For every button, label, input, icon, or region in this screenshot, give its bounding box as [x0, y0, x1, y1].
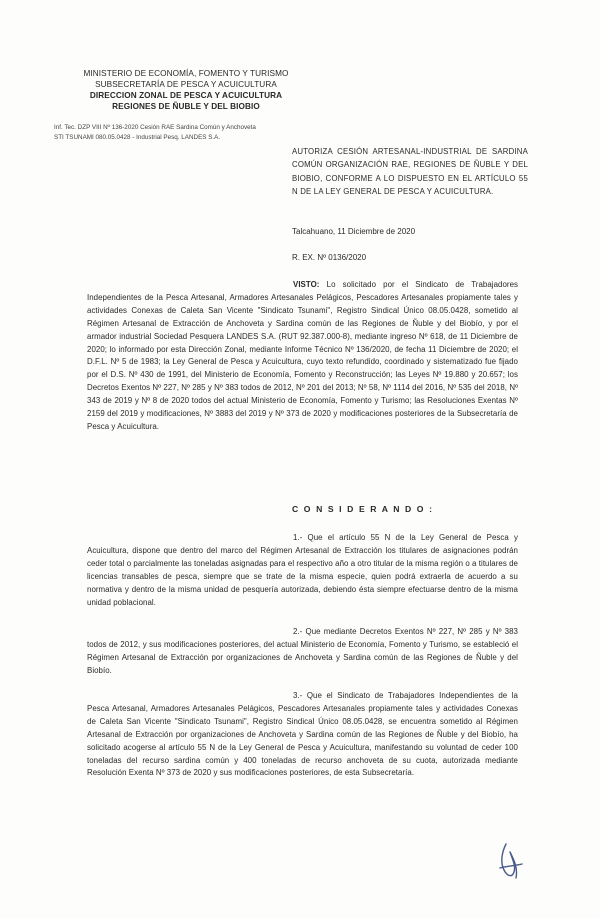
visto-label: VISTO: [293, 280, 320, 289]
considerando-paragraph-2 [87, 626, 518, 678]
considerando-heading: C O N S I D E R A N D O : [292, 504, 434, 514]
considerando-text-2: 2.- Que mediante Decretos Exentos Nº 227, Nº 285 y Nº 383 todos de 2012, y sus modificaciones posteriores, del actual Ministerio de Economía, Fomento y Turismo, se estableció el Régimen Artesanal de Extracción por organizaciones de Anchoveta y Sardina común de las Regiones de Ñuble y del Biobío. [87, 627, 518, 675]
ministry-name: MINISTERIO DE ECONOMÍA, FOMENTO Y TURISMO [83, 69, 289, 78]
considerando-paragraph-1 [87, 532, 518, 609]
resolution-number: R. EX. Nº 0136/2020 [292, 253, 367, 262]
place-and-date: Talcahuano, 11 Diciembre de 2020 [292, 227, 416, 236]
handwritten-signature [492, 838, 528, 884]
letterhead [70, 68, 302, 112]
reference-line-1: Inf. Tec. DZP VIII Nº 136-2020 Cesión RAE Sardina Común y Anchoveta [54, 124, 256, 131]
reference-line-2: STI TSUNAMI 080.05.0428 - Industrial Pesq. LANDES S.A. [54, 134, 221, 141]
resolution-subject: AUTORIZA CESIÓN ARTESANAL-INDUSTRIAL DE SARDINA COMÚN ORGANIZACIÓN RAE, REGIONES DE ÑUBLE Y DEL BIOBIO, CONFORME A LO DISPUESTO EN EL ARTÍCULO 55 N DE LA LEY GENERAL DE PESCA Y ACUICULTURA. [292, 147, 528, 197]
considerando-paragraph-3 [87, 690, 518, 780]
considerando-text-1: 1.- Que el artículo 55 N de la Ley General de Pesca y Acuicultura, dispone que dentro del marco del Régimen Artesanal de Extracción los titulares de asignaciones podrán ceder total o parcialmente las toneladas asignadas para el respectivo año a otro titular de la misma región o a titulares de licencias transables de pesca, siempre que se trate de la misma especie, quien podrá extraerla de acuerdo a su normativa y dentro de la misma unidad de pesquería autorizada, debiendo ésta siempre efectuarse dentro de la misma unidad poblacional. [87, 533, 518, 607]
visto-text: Lo solicitado por el Sindicato de Trabajadores Independientes de la Pesca Artesanal, Armadores Artesanales Pelágicos, Pescadores Artesanales propiamente tales y actividades Conexas de Caleta San Vicente "Sindicato Tsunami", Registro Sindical Único 08.05.0428, sometido al Régimen Artesanal de Extracción de Anchoveta y Sardina común de las Regiones de Ñuble y del Biobío, y por el armador industrial Sociedad Pesquera LANDES S.A. (RUT 92.387.000-8), mediante ingreso Nº 618, de 11 Diciembre de 2020; lo informado por esta Dirección Zonal, mediante Informe Técnico Nº 136/2020, de fecha 11 Diciembre de 2020; el D.F.L. Nº 5 de 1983; la Ley General de Pesca y Acuicultura, cuyo texto refundido, coordinado y sistematizado fue fijado por el D.S. Nº 430 de 1991, del Ministerio de Economía, Fomento y Reconstrucción; las Leyes Nº 19.880 y 20.657; los Decretos Exentos Nº 227, Nº 285 y Nº 383 todos de 2012, Nº 201 del 2013; Nº 58, Nº 1114 del 2016, Nº 535 del 2018, Nº 343 de 2019 y Nº 8 de 2020 todos del actual Ministerio de Economía, Fomento y Turismo; las Resoluciones Exentas Nº 2159 del 2019 y modificaciones, Nº 3883 del 2019 y Nº 373 de 2020 y modificaciones posteriores de la Subsecretaría de Pesca y Acuicultura. [87, 280, 519, 431]
considerando-text-3: 3.- Que el Sindicato de Trabajadores Independientes de la Pesca Artesanal, Armadores Artesanales Pelágicos, Pescadores Artesanales propiamente tales y actividades Conexas de Caleta San Vicente "Sindicato Tsunami", Registro Sindical Único 08.05.0428, se encuentra sometido al Régimen Artesanal de Extracción por organizaciones de Anchoveta y Sardina común de las Regiones de Ñuble y del Biobío, ha solicitado acogerse al artículo 55 N de la Ley General de Pesca y Acuicultura, manifestando su voluntad de ceder 100 toneladas del recurso sardina común y 400 toneladas de recurso anchoveta de su cuota, autorizada mediante Resolución Exenta Nº 373 de 2020 y sus modificaciones posteriores, de esta Subsecretaría. [87, 691, 518, 778]
regions-name: REGIONES DE ÑUBLE Y DEL BIOBIO [112, 102, 260, 111]
subsecretary-name: SUBSECRETARÍA DE PESCA Y ACUICULTURA [95, 80, 277, 89]
zonal-direction-name: DIRECCION ZONAL DE PESCA Y ACUICULTURA [89, 91, 283, 100]
visto-section [87, 279, 518, 434]
